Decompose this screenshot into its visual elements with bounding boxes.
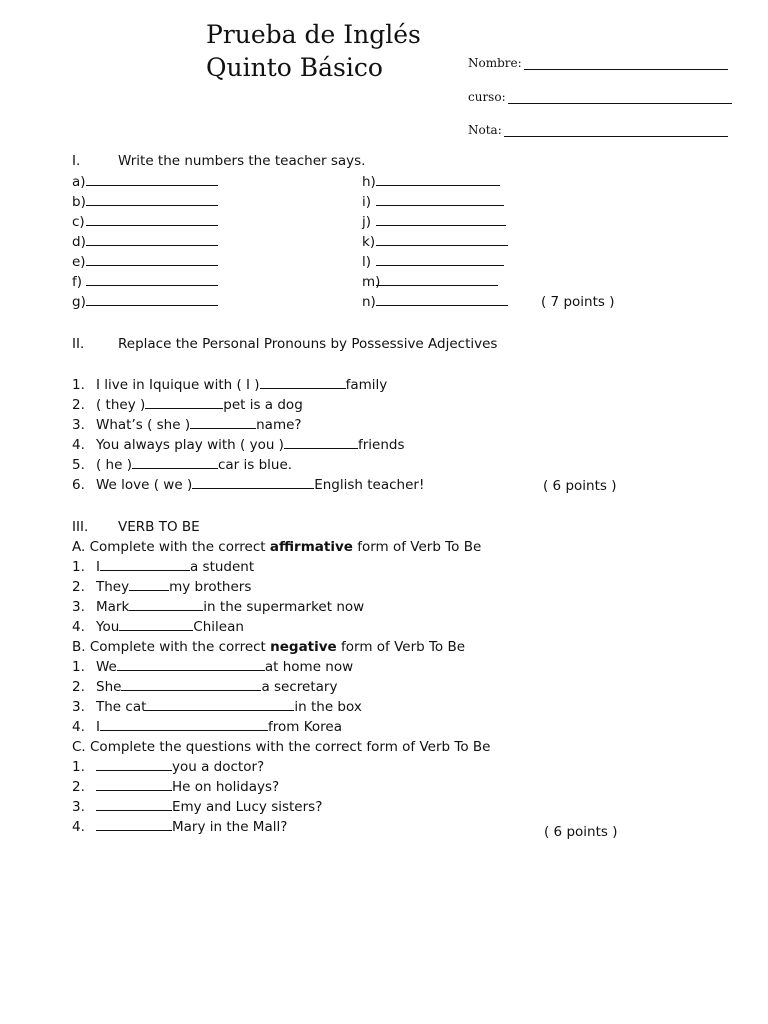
nota-field[interactable] xyxy=(468,123,728,137)
list-item: d) xyxy=(72,232,218,252)
list-item: 3. What’s ( she ) name? xyxy=(72,417,302,433)
list-item: 3. Mark in the supermarket now xyxy=(72,599,365,615)
section-1-right-column xyxy=(362,172,508,312)
list-item: 4. Mary in the Mall? xyxy=(72,819,288,835)
answer-blank[interactable] xyxy=(121,677,261,691)
answer-blank[interactable] xyxy=(117,657,265,671)
curso-label: curso: xyxy=(468,90,506,104)
title-line-2: Quinto Básico xyxy=(206,53,383,82)
section-2-title: Replace the Personal Pronouns by Possessive Adjectives xyxy=(118,336,498,352)
list-item: h) xyxy=(362,172,508,192)
list-item: c) xyxy=(72,212,218,232)
section-3-heading xyxy=(72,517,200,537)
answer-blank[interactable] xyxy=(119,617,193,631)
answer-blank[interactable] xyxy=(190,415,256,429)
section-3-body xyxy=(72,537,490,837)
list-item: j) xyxy=(362,212,508,232)
nombre-label: Nombre: xyxy=(468,56,522,70)
list-item: 3. Emy and Lucy sisters? xyxy=(72,799,323,815)
section-2-items xyxy=(72,375,424,495)
section-1-heading xyxy=(72,151,365,171)
answer-blank[interactable] xyxy=(96,817,172,831)
answer-blank[interactable] xyxy=(100,557,190,571)
list-item: m) xyxy=(362,272,508,292)
list-item: 2. They my brothers xyxy=(72,579,252,595)
section-3-numeral: III. xyxy=(72,519,89,535)
answer-blank[interactable] xyxy=(376,252,504,266)
answer-blank[interactable] xyxy=(376,172,500,186)
answer-blank[interactable] xyxy=(86,252,218,266)
list-item: b) xyxy=(72,192,218,212)
answer-blank[interactable] xyxy=(376,272,498,286)
answer-blank[interactable] xyxy=(86,232,218,246)
answer-blank[interactable] xyxy=(146,697,294,711)
answer-blank[interactable] xyxy=(100,717,268,731)
section-3-title: VERB TO BE xyxy=(118,519,200,535)
answer-blank[interactable] xyxy=(86,192,218,206)
list-item: 1. you a doctor? xyxy=(72,759,265,775)
answer-blank[interactable] xyxy=(376,192,504,206)
answer-blank[interactable] xyxy=(86,212,218,226)
nota-blank[interactable] xyxy=(504,124,728,137)
list-item: k) xyxy=(362,232,508,252)
list-item: 1. We at home now xyxy=(72,659,354,675)
list-item: 2. ( they ) pet is a dog xyxy=(72,397,303,413)
list-item: 2. She a secretary xyxy=(72,679,338,695)
answer-blank[interactable] xyxy=(129,577,169,591)
answer-blank[interactable] xyxy=(376,212,506,226)
part-a-heading: A. Complete with the correct affirmative form of Verb To Be xyxy=(72,539,482,555)
nombre-blank[interactable] xyxy=(524,57,728,70)
title-line-1: Prueba de Inglés xyxy=(206,20,421,49)
list-item: 4. You Chilean xyxy=(72,619,244,635)
list-item: 1. I live in Iquique with ( I ) family xyxy=(72,377,388,393)
list-item: e) xyxy=(72,252,218,272)
part-c-heading: C. Complete the questions with the correct form of Verb To Be xyxy=(72,739,491,755)
list-item: 1. I a student xyxy=(72,559,255,575)
list-item: 3. The cat in the box xyxy=(72,699,362,715)
list-item: 4. I from Korea xyxy=(72,719,342,735)
list-item: n) xyxy=(362,292,508,312)
answer-blank[interactable] xyxy=(376,292,508,306)
answer-blank[interactable] xyxy=(192,475,314,489)
list-item: l) xyxy=(362,252,508,272)
section-3-points: ( 6 points ) xyxy=(544,824,618,840)
section-1-title: Write the numbers the teacher says. xyxy=(118,153,366,169)
section-1-left-column xyxy=(72,172,218,312)
part-b-heading: B. Complete with the correct negative form of Verb To Be xyxy=(72,639,466,655)
section-1-numeral: I. xyxy=(72,153,81,169)
answer-blank[interactable] xyxy=(96,757,172,771)
list-item: i) xyxy=(362,192,508,212)
section-1-points: ( 7 points ) xyxy=(541,294,615,310)
answer-blank[interactable] xyxy=(376,232,508,246)
answer-blank[interactable] xyxy=(145,395,223,409)
curso-field[interactable] xyxy=(468,90,732,104)
list-item: 4. You always play with ( you ) friends xyxy=(72,437,405,453)
curso-blank[interactable] xyxy=(508,91,732,104)
answer-blank[interactable] xyxy=(284,435,358,449)
answer-blank[interactable] xyxy=(129,597,203,611)
list-item: g) xyxy=(72,292,218,312)
answer-blank[interactable] xyxy=(96,777,172,791)
nombre-field[interactable] xyxy=(468,56,728,70)
section-2-points: ( 6 points ) xyxy=(543,478,617,494)
list-item: 5. ( he ) car is blue. xyxy=(72,457,293,473)
answer-blank[interactable] xyxy=(86,172,218,186)
list-item: 2. He on holidays? xyxy=(72,779,280,795)
list-item: 6. We love ( we ) English teacher! xyxy=(72,477,425,493)
list-item: a) xyxy=(72,172,218,192)
answer-blank[interactable] xyxy=(260,375,346,389)
section-2-heading xyxy=(72,334,497,354)
list-item: f) xyxy=(72,272,218,292)
section-2-numeral: II. xyxy=(72,336,85,352)
nota-label: Nota: xyxy=(468,123,502,137)
answer-blank[interactable] xyxy=(132,455,218,469)
answer-blank[interactable] xyxy=(86,292,218,306)
answer-blank[interactable] xyxy=(96,797,172,811)
answer-blank[interactable] xyxy=(86,272,218,286)
